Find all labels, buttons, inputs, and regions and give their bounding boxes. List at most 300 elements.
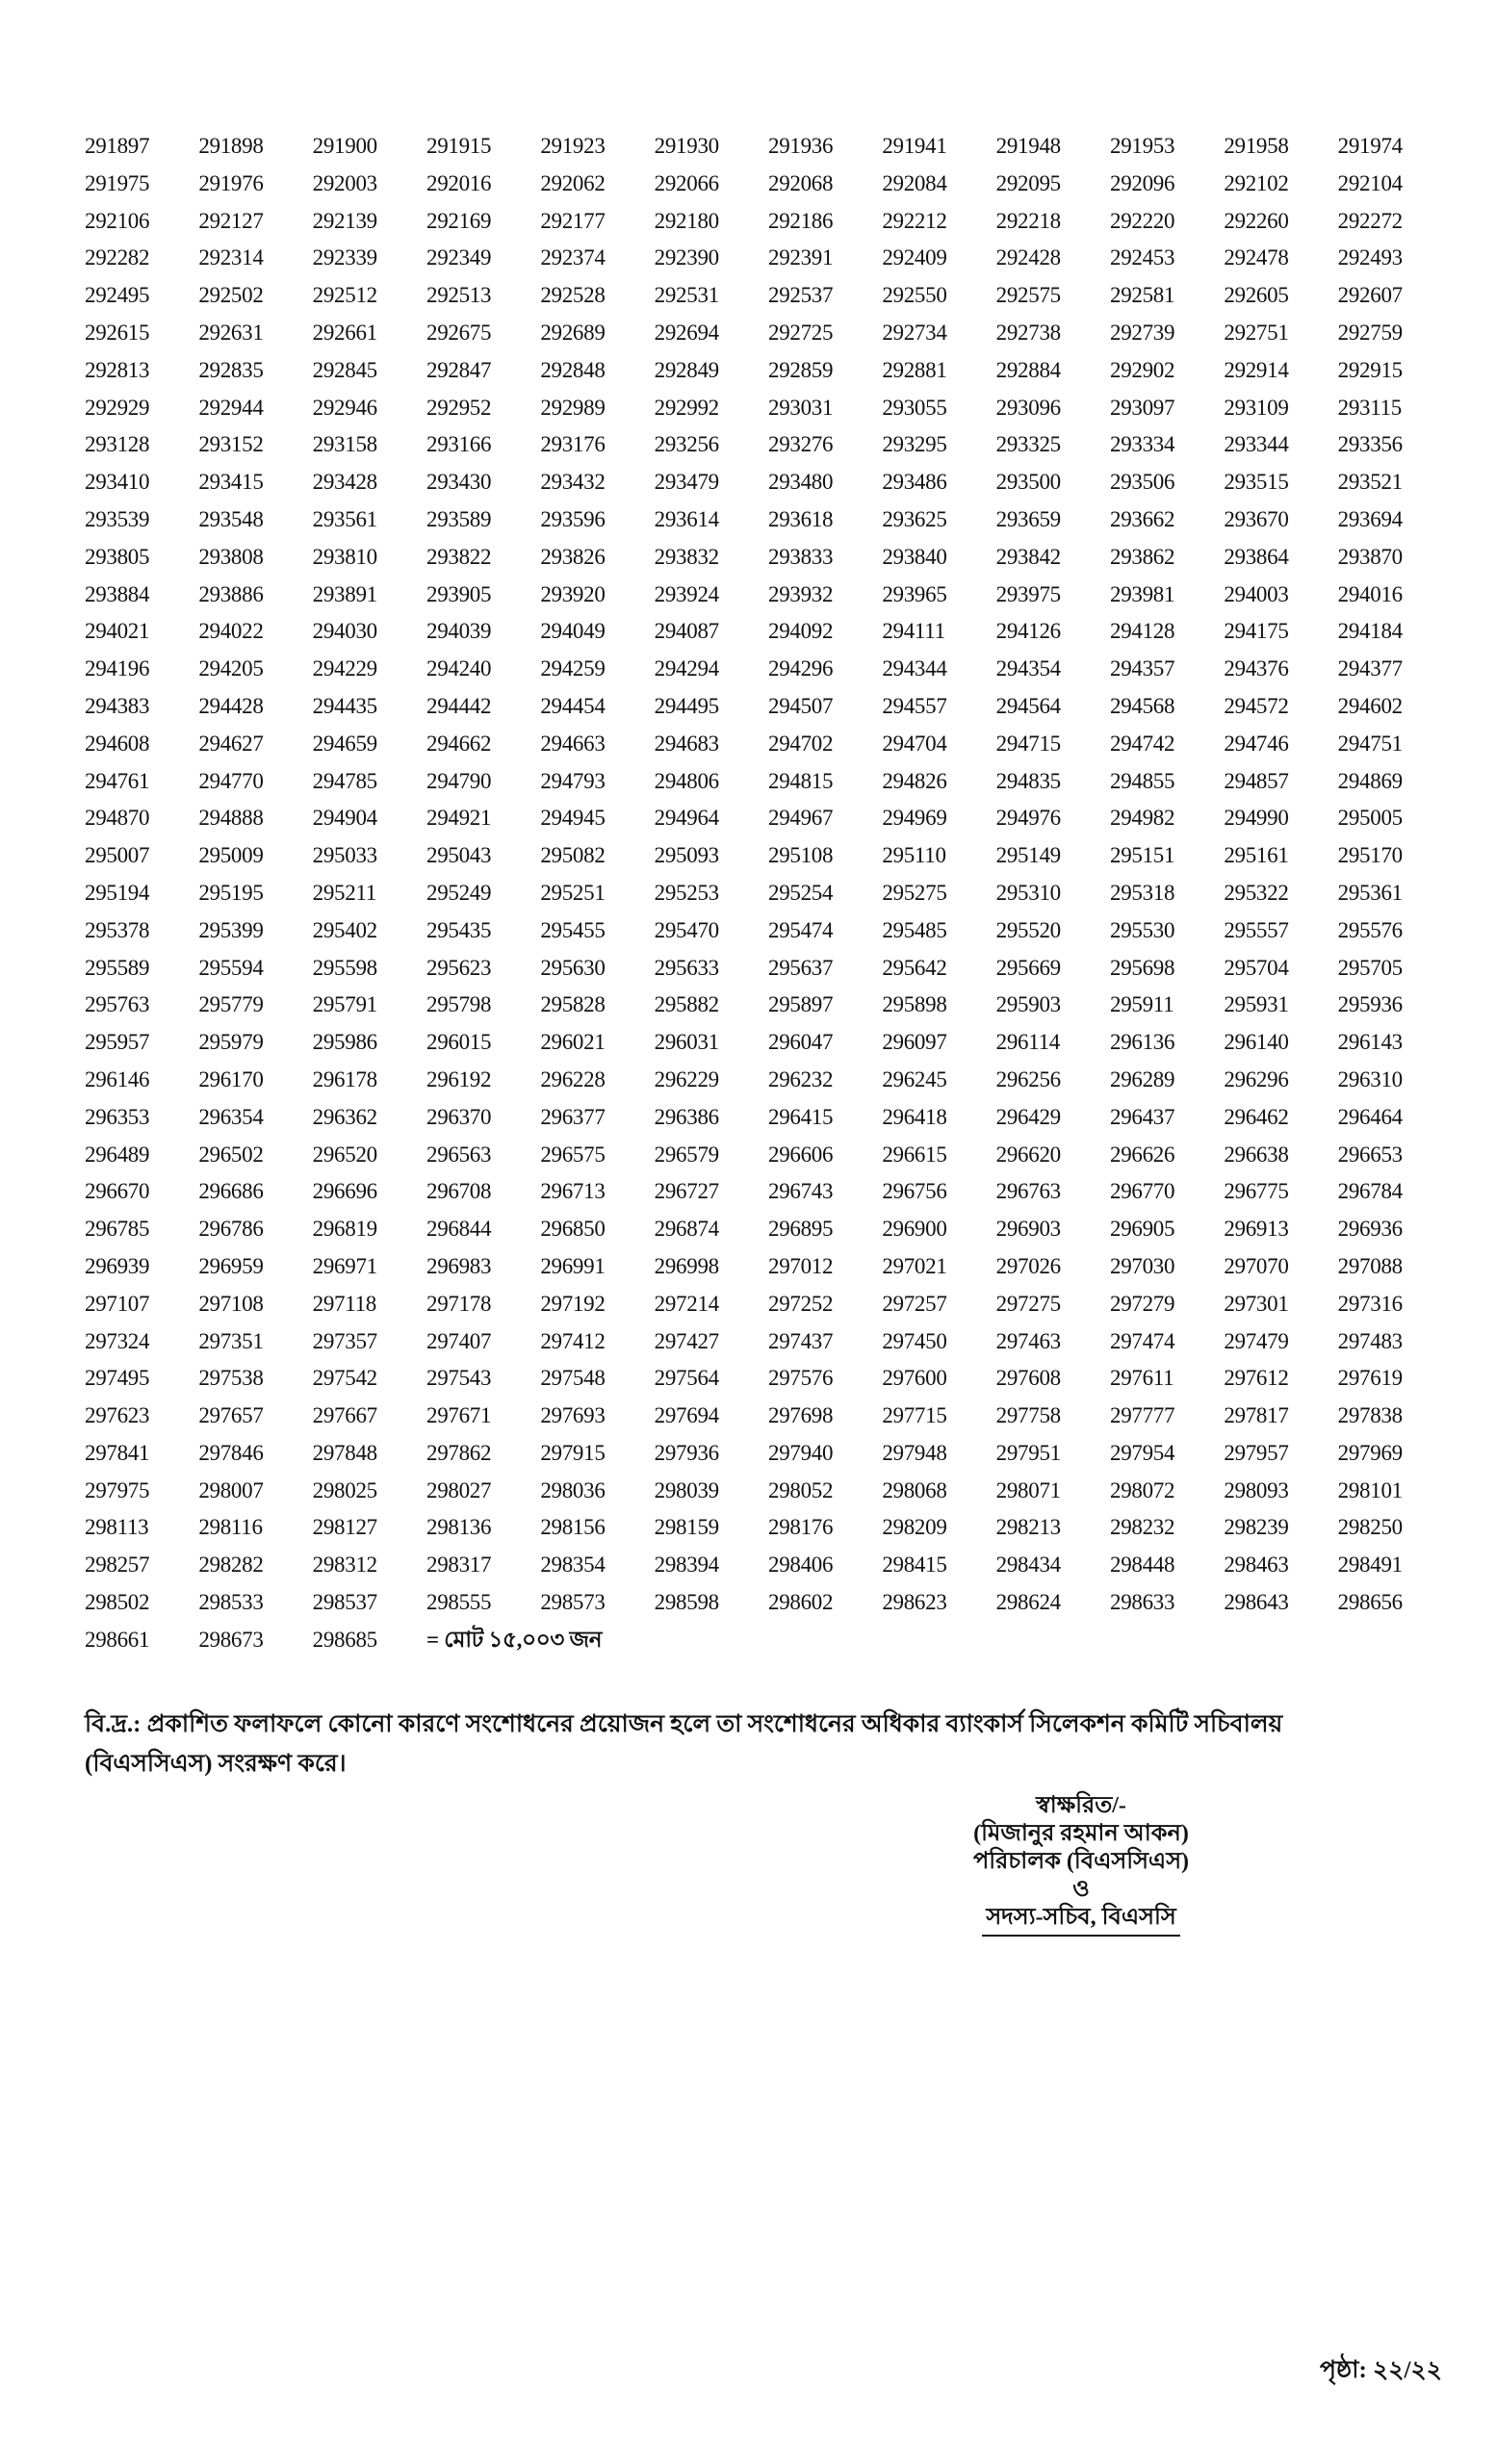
roll-number: 298312 — [312, 1553, 377, 1578]
roll-number: 292607 — [1337, 283, 1403, 308]
roll-number: 297257 — [882, 1291, 947, 1316]
roll-number: 292725 — [768, 320, 834, 345]
roll-number: 293965 — [882, 581, 947, 606]
roll-number: 295898 — [882, 992, 947, 1017]
roll-number: 295378 — [85, 917, 150, 942]
roll-number: 298036 — [540, 1477, 606, 1502]
roll-number: 294602 — [1337, 693, 1403, 718]
roll-number: 292859 — [768, 357, 834, 382]
roll-number: 297437 — [768, 1328, 834, 1353]
roll-number: 296502 — [198, 1142, 264, 1167]
roll-number: 293618 — [768, 506, 834, 531]
roll-number: 294128 — [1110, 619, 1175, 644]
roll-number: 295033 — [312, 843, 377, 868]
roll-number: 297538 — [198, 1366, 264, 1391]
roll-number: 298209 — [882, 1515, 947, 1540]
roll-number: 293659 — [995, 506, 1061, 531]
roll-number: 295882 — [654, 992, 719, 1017]
roll-number: 294662 — [426, 731, 492, 756]
roll-number: 291974 — [1337, 134, 1403, 158]
roll-number: 297543 — [426, 1366, 492, 1391]
roll-number: 296763 — [995, 1179, 1061, 1204]
roll-number: 292186 — [768, 208, 834, 233]
roll-number: 298176 — [768, 1515, 834, 1540]
roll-number: 298598 — [654, 1590, 719, 1615]
roll-number: 296819 — [312, 1217, 377, 1242]
roll-number: 294742 — [1110, 731, 1175, 756]
roll-number: 294608 — [85, 731, 150, 756]
roll-number: 296743 — [768, 1179, 834, 1204]
roll-number: 294793 — [540, 768, 606, 793]
roll-number: 295161 — [1224, 843, 1289, 868]
roll-number: 296579 — [654, 1142, 719, 1167]
roll-number: 298656 — [1337, 1590, 1403, 1615]
roll-number: 297252 — [768, 1291, 834, 1316]
roll-number: 293276 — [768, 432, 834, 457]
roll-number: 293152 — [198, 432, 264, 457]
roll-number: 295361 — [1337, 880, 1403, 905]
roll-number: 295249 — [426, 880, 492, 905]
roll-number: 293428 — [312, 470, 377, 495]
roll-number: 297474 — [1110, 1328, 1175, 1353]
roll-number: 297118 — [312, 1291, 377, 1316]
roll-number: 292694 — [654, 320, 719, 345]
roll-number: 293832 — [654, 544, 719, 569]
roll-number: 298232 — [1110, 1515, 1175, 1540]
roll-number: 298685 — [312, 1627, 377, 1652]
roll-number: 294683 — [654, 731, 719, 756]
roll-number: 296971 — [312, 1253, 377, 1278]
roll-number: 296991 — [540, 1253, 606, 1278]
roll-number: 294663 — [540, 731, 606, 756]
roll-number: 296437 — [1110, 1104, 1175, 1129]
roll-number: 297463 — [995, 1328, 1061, 1353]
roll-number: 295318 — [1110, 880, 1175, 905]
roll-number: 291898 — [198, 134, 264, 158]
roll-number: 295897 — [768, 992, 834, 1017]
roll-number: 291930 — [654, 134, 719, 158]
signed-label: স্বাক্ষরিত/- — [1036, 1793, 1126, 1818]
roll-number: 297846 — [198, 1440, 264, 1465]
roll-number: 295704 — [1224, 955, 1289, 980]
roll-number: 297841 — [85, 1440, 150, 1465]
roll-number: 292661 — [312, 320, 377, 345]
roll-number: 291915 — [426, 134, 492, 158]
roll-number: 296021 — [540, 1030, 606, 1055]
roll-number: 292531 — [654, 283, 719, 308]
roll-number: 298007 — [198, 1477, 264, 1502]
signatory-name: (মিজানুর রহমান আকন) — [973, 1821, 1189, 1846]
roll-number: 294964 — [654, 806, 719, 831]
roll-number: 296913 — [1224, 1217, 1289, 1242]
roll-number: 294442 — [426, 693, 492, 718]
roll-number: 296615 — [882, 1142, 947, 1167]
roll-number: 291953 — [1110, 134, 1175, 158]
roll-number: 296462 — [1224, 1104, 1289, 1129]
roll-number: 294904 — [312, 806, 377, 831]
roll-number: 295435 — [426, 917, 492, 942]
roll-number: 295705 — [1337, 955, 1403, 980]
signatory-title: পরিচালক (বিএসসিএস) — [972, 1849, 1190, 1874]
roll-number: 298025 — [312, 1477, 377, 1502]
roll-number: 292339 — [312, 245, 377, 270]
roll-number: 294746 — [1224, 731, 1289, 756]
roll-number: 295322 — [1224, 880, 1289, 905]
roll-number: 298159 — [654, 1515, 719, 1540]
roll-number: 295402 — [312, 917, 377, 942]
roll-number: 294702 — [768, 731, 834, 756]
roll-number: 296936 — [1337, 1217, 1403, 1242]
roll-number: 293833 — [768, 544, 834, 569]
roll-number: 293432 — [540, 470, 606, 495]
roll-number: 297951 — [995, 1440, 1061, 1465]
roll-number: 291948 — [995, 134, 1061, 158]
roll-number: 297957 — [1224, 1440, 1289, 1465]
roll-number: 295195 — [198, 880, 264, 905]
roll-number: 292835 — [198, 357, 264, 382]
roll-number: 296415 — [768, 1104, 834, 1129]
roll-number: 292914 — [1224, 357, 1289, 382]
roll-number: 295470 — [654, 917, 719, 942]
roll-number: 297275 — [995, 1291, 1061, 1316]
roll-number: 292104 — [1337, 170, 1403, 195]
roll-number: 294354 — [995, 656, 1061, 681]
roll-number: 298434 — [995, 1553, 1061, 1578]
roll-number: 292884 — [995, 357, 1061, 382]
roll-number: 298633 — [1110, 1590, 1175, 1615]
roll-number: 297936 — [654, 1440, 719, 1465]
roll-number: 293521 — [1337, 470, 1403, 495]
roll-number: 296670 — [85, 1179, 150, 1204]
roll-number: 297021 — [882, 1253, 947, 1278]
roll-number: 292106 — [85, 208, 150, 233]
roll-number: 293924 — [654, 581, 719, 606]
roll-number: 297427 — [654, 1328, 719, 1353]
roll-number: 293614 — [654, 506, 719, 531]
roll-number: 292915 — [1337, 357, 1403, 382]
roll-number: 296638 — [1224, 1142, 1289, 1167]
roll-number: 293864 — [1224, 544, 1289, 569]
roll-number: 294016 — [1337, 581, 1403, 606]
roll-number: 292068 — [768, 170, 834, 195]
roll-number: 292102 — [1224, 170, 1289, 195]
roll-number: 295957 — [85, 1030, 150, 1055]
roll-number: 297548 — [540, 1366, 606, 1391]
roll-number: 295798 — [426, 992, 492, 1017]
roll-number: 295093 — [654, 843, 719, 868]
roll-number: 292139 — [312, 208, 377, 233]
roll-number: 294568 — [1110, 693, 1175, 718]
roll-number: 295082 — [540, 843, 606, 868]
roll-number: 298533 — [198, 1590, 264, 1615]
roll-number: 293479 — [654, 470, 719, 495]
roll-number: 297407 — [426, 1328, 492, 1353]
roll-number: 294659 — [312, 731, 377, 756]
roll-number: 295979 — [198, 1030, 264, 1055]
roll-number: 297667 — [312, 1403, 377, 1428]
signature-block — [893, 1792, 1269, 1937]
roll-number: 294921 — [426, 806, 492, 831]
roll-number: 297576 — [768, 1366, 834, 1391]
roll-number: 295589 — [85, 955, 150, 980]
roll-number: 296895 — [768, 1217, 834, 1242]
roll-number: 295633 — [654, 955, 719, 980]
roll-number: 297357 — [312, 1328, 377, 1353]
roll-number: 294564 — [995, 693, 1061, 718]
roll-number: 295194 — [85, 880, 150, 905]
roll-number: 295007 — [85, 843, 150, 868]
roll-number: 293694 — [1337, 506, 1403, 531]
roll-number: 296939 — [85, 1253, 150, 1278]
roll-number: 297948 — [882, 1440, 947, 1465]
roll-number: 296362 — [312, 1104, 377, 1129]
roll-number: 295791 — [312, 992, 377, 1017]
roll-number: 292169 — [426, 208, 492, 233]
roll-number: 296626 — [1110, 1142, 1175, 1167]
roll-number: 295110 — [882, 843, 946, 868]
conjunction-text: ও — [1072, 1877, 1090, 1902]
roll-number: 294240 — [426, 656, 492, 681]
roll-number: 297623 — [85, 1403, 150, 1428]
roll-number: 296686 — [198, 1179, 264, 1204]
roll-number: 292493 — [1337, 245, 1403, 270]
roll-number: 292848 — [540, 357, 606, 382]
roll-number: 293096 — [995, 395, 1061, 420]
roll-number: 294507 — [768, 693, 834, 718]
roll-number: 295594 — [198, 955, 264, 980]
roll-number: 298502 — [85, 1590, 150, 1615]
roll-number: 294982 — [1110, 806, 1175, 831]
roll-number: 295043 — [426, 843, 492, 868]
roll-number: 296784 — [1337, 1179, 1403, 1204]
roll-number: 292881 — [882, 357, 947, 382]
roll-number: 294003 — [1224, 581, 1289, 606]
roll-number: 292615 — [85, 320, 150, 345]
roll-number: 296170 — [198, 1066, 264, 1091]
roll-number: 298072 — [1110, 1477, 1175, 1502]
roll-number: 295310 — [995, 880, 1061, 905]
roll-number: 297600 — [882, 1366, 947, 1391]
roll-number: 296354 — [198, 1104, 264, 1129]
roll-number: 294855 — [1110, 768, 1175, 793]
roll-number: 292739 — [1110, 320, 1175, 345]
roll-number: 296370 — [426, 1104, 492, 1129]
roll-number: 294428 — [198, 693, 264, 718]
roll-number: 292813 — [85, 357, 150, 382]
roll-number: 294785 — [312, 768, 377, 793]
roll-number: 296136 — [1110, 1030, 1175, 1055]
roll-number: 296903 — [995, 1217, 1061, 1242]
roll-number: 297817 — [1224, 1403, 1289, 1428]
roll-number: 296775 — [1224, 1179, 1289, 1204]
roll-number: 295530 — [1110, 917, 1175, 942]
roll-number: 294495 — [654, 693, 719, 718]
roll-number: 294039 — [426, 619, 492, 644]
roll-number: 294229 — [312, 656, 377, 681]
roll-number: 295254 — [768, 880, 834, 905]
roll-number: 297611 — [1110, 1366, 1174, 1391]
roll-number: 294377 — [1337, 656, 1403, 681]
roll-number: 292218 — [995, 208, 1061, 233]
roll-number: 295253 — [654, 880, 719, 905]
roll-number: 295557 — [1224, 917, 1289, 942]
roll-number: 293486 — [882, 470, 947, 495]
roll-number: 293822 — [426, 544, 492, 569]
roll-number: 296353 — [85, 1104, 150, 1129]
roll-number: 294030 — [312, 619, 377, 644]
roll-number: 298537 — [312, 1590, 377, 1615]
roll-number: 292989 — [540, 395, 606, 420]
total-count-label: = মোট ১৫,০০৩ জন — [426, 1627, 603, 1652]
roll-number: 294296 — [768, 656, 834, 681]
roll-number: 294087 — [654, 619, 719, 644]
roll-number: 296256 — [995, 1066, 1061, 1091]
roll-number: 297608 — [995, 1366, 1061, 1391]
roll-number: 297178 — [426, 1291, 492, 1316]
roll-number: 292180 — [654, 208, 719, 233]
roll-number: 292845 — [312, 357, 377, 382]
roll-number: 293840 — [882, 544, 947, 569]
roll-number: 297351 — [198, 1328, 264, 1353]
roll-number: 296575 — [540, 1142, 606, 1167]
roll-number: 296653 — [1337, 1142, 1403, 1167]
roll-number: 292095 — [995, 170, 1061, 195]
roll-number: 292513 — [426, 283, 492, 308]
roll-number: 294205 — [198, 656, 264, 681]
roll-number: 295485 — [882, 917, 947, 942]
roll-number: 293176 — [540, 432, 606, 457]
roll-number: 297838 — [1337, 1403, 1403, 1428]
roll-number: 294357 — [1110, 656, 1175, 681]
roll-number: 291976 — [198, 170, 264, 195]
roll-number: 296620 — [995, 1142, 1061, 1167]
roll-number: 292849 — [654, 357, 719, 382]
roll-number: 297479 — [1224, 1328, 1289, 1353]
roll-number: 297030 — [1110, 1253, 1175, 1278]
roll-number: 297671 — [426, 1403, 492, 1428]
roll-number: 296310 — [1337, 1066, 1403, 1091]
roll-number: 292902 — [1110, 357, 1175, 382]
roll-number: 298156 — [540, 1515, 606, 1540]
roll-number: 295149 — [995, 843, 1061, 868]
roll-number: 295598 — [312, 955, 377, 980]
roll-number: 293870 — [1337, 544, 1403, 569]
roll-number: 297698 — [768, 1403, 834, 1428]
roll-number: 297495 — [85, 1366, 150, 1391]
roll-number: 296606 — [768, 1142, 834, 1167]
roll-number: 298113 — [85, 1515, 149, 1540]
roll-number: 291897 — [85, 134, 150, 158]
roll-number: 296289 — [1110, 1066, 1175, 1091]
roll-number: 293905 — [426, 581, 492, 606]
roll-number: 293410 — [85, 470, 150, 495]
roll-number: 295455 — [540, 917, 606, 942]
roll-number: 293891 — [312, 581, 377, 606]
roll-number: 296998 — [654, 1253, 719, 1278]
roll-number: 296146 — [85, 1066, 150, 1091]
roll-number: 292751 — [1224, 320, 1289, 345]
roll-number: 294715 — [995, 731, 1061, 756]
roll-number: 297192 — [540, 1291, 606, 1316]
roll-number: 295009 — [198, 843, 264, 868]
roll-number: 298101 — [1337, 1477, 1403, 1502]
roll-number: 294770 — [198, 768, 264, 793]
roll-number: 298491 — [1337, 1553, 1403, 1578]
roll-number: 297969 — [1337, 1440, 1403, 1465]
roll-number: 296386 — [654, 1104, 719, 1129]
roll-number: 293981 — [1110, 581, 1175, 606]
roll-number: 293886 — [198, 581, 264, 606]
roll-number: 296756 — [882, 1179, 947, 1204]
roll-number: 292734 — [882, 320, 947, 345]
roll-number: 292003 — [312, 170, 377, 195]
roll-number: 292495 — [85, 283, 150, 308]
roll-number: 295005 — [1337, 806, 1403, 831]
roll-number: 293920 — [540, 581, 606, 606]
roll-number: 294294 — [654, 656, 719, 681]
roll-number: 292314 — [198, 245, 264, 270]
roll-number: 296114 — [995, 1030, 1061, 1055]
roll-number: 292946 — [312, 395, 377, 420]
roll-number: 295211 — [312, 880, 377, 905]
roll-number: 296015 — [426, 1030, 492, 1055]
roll-number: 297758 — [995, 1403, 1061, 1428]
roll-number: 292944 — [198, 395, 264, 420]
roll-number: 294815 — [768, 768, 834, 793]
roll-number: 293115 — [1337, 395, 1403, 420]
roll-number: 297316 — [1337, 1291, 1403, 1316]
roll-number: 294704 — [882, 731, 947, 756]
roll-number: 296245 — [882, 1066, 947, 1091]
roll-number: 293662 — [1110, 506, 1175, 531]
roll-number: 293325 — [995, 432, 1061, 457]
roll-number: 297279 — [1110, 1291, 1175, 1316]
roll-number: 293506 — [1110, 470, 1175, 495]
roll-number: 298555 — [426, 1590, 492, 1615]
roll-number: 292738 — [995, 320, 1061, 345]
roll-number: 293500 — [995, 470, 1061, 495]
roll-number: 294175 — [1224, 619, 1289, 644]
roll-number: 297777 — [1110, 1403, 1175, 1428]
roll-number: 292631 — [198, 320, 264, 345]
roll-number: 292084 — [882, 170, 947, 195]
roll-number: 293166 — [426, 432, 492, 457]
roll-number: 293256 — [654, 432, 719, 457]
roll-number: 296140 — [1224, 1030, 1289, 1055]
roll-number: 297975 — [85, 1477, 150, 1502]
correction-note: বি.দ্র.: প্রকাশিত ফলাফলে কোনো কারণে সংশোধনের প্রয়োজন হলে তা সংশোধনের অধিকার ব্যাংকার্স সিলেকশন কমিটি সচিবালয় (বিএসসিএস) সংরক্ষণ করে। — [85, 1711, 1283, 1777]
roll-number: 293810 — [312, 544, 377, 569]
roll-number: 293158 — [312, 432, 377, 457]
roll-number: 293415 — [198, 470, 264, 495]
roll-number: 291958 — [1224, 134, 1289, 158]
roll-number: 294967 — [768, 806, 834, 831]
roll-number: 296844 — [426, 1217, 492, 1242]
roll-number: 293932 — [768, 581, 834, 606]
roll-number: 294557 — [882, 693, 947, 718]
roll-number: 294111 — [882, 619, 945, 644]
roll-number: 294454 — [540, 693, 606, 718]
roll-number: 298250 — [1337, 1515, 1403, 1540]
roll-number: 297862 — [426, 1440, 492, 1465]
roll-number: 296464 — [1337, 1104, 1403, 1129]
page-number: পৃষ্ঠা: ২২/২২ — [1319, 2357, 1442, 2383]
roll-number: 298415 — [882, 1553, 947, 1578]
roll-number: 296429 — [995, 1104, 1061, 1129]
roll-number: 292428 — [995, 245, 1061, 270]
roll-number: 296097 — [882, 1030, 947, 1055]
roll-number: 292260 — [1224, 208, 1289, 233]
